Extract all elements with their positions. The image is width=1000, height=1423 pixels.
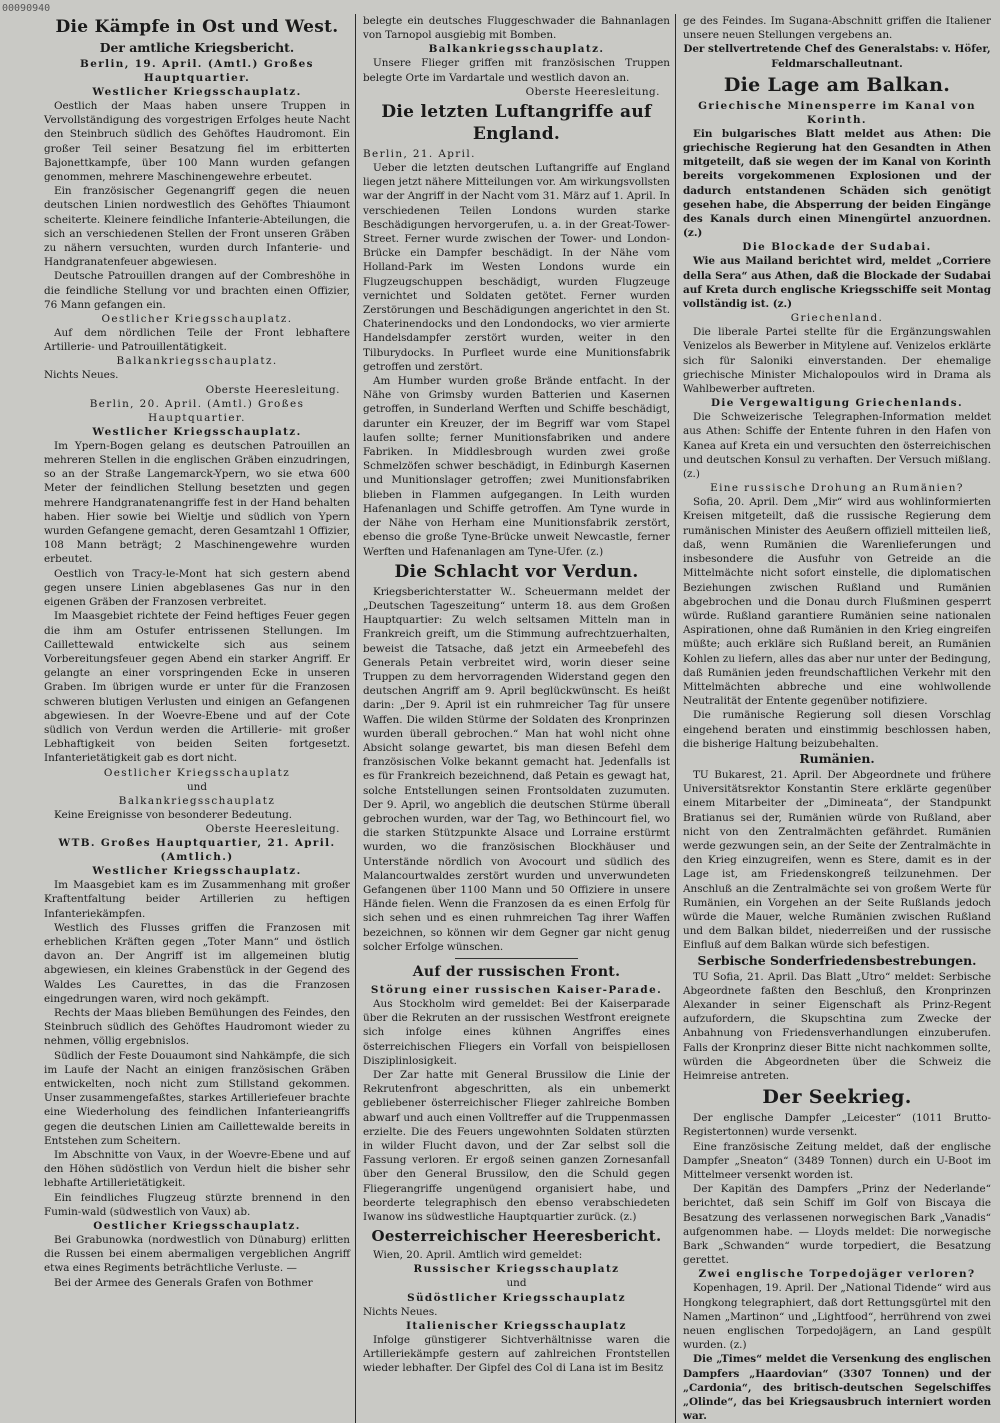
section-heading: Italienischer Kriegsschauplatz — [406, 1319, 627, 1332]
paragraph: Deutsche Patrouillen drangen auf der Combreshöhe in die feindliche Stellung vor und brachten einen Offizier, 76 Mann gefangen ein. — [44, 270, 350, 311]
paragraph: ge des Feindes. Im Sugana-Abschnitt griffen die Italiener unsere neuen Stellungen vergebens an. — [683, 15, 991, 42]
section-heading: Oestlicher Kriegsschauplatz. — [93, 1220, 301, 1233]
article-title: Die letzten Luftangriffe auf England. — [381, 102, 652, 145]
paragraph: Kriegsberichterstatter W.. Scheuermann meldet der „Deutschen Tageszeitung“ unterm 18. aus dem Großen Hauptquartier: Zu welch seltsamen Mitteln man in Frankreich greift, um die Stimmung aufrechtzuerhalten, beweist die Tatsache, daß jetzt ein Armeebefehl des Generals Petain verbreitet wird, worin dieser seine Truppen zu dem hervorragenden Widerstand gegen den deutschen Angriff am 9. April beglückwünscht. Es heißt darin: „Der 9. April ist ein ruhmreicher Tag für unsere Waffen. Die wilden Stürme der Soldaten des Kronprinzen wurden überall gebrochen.“ Man hat wohl nicht ohne Absicht solange gewartet, bis man diesen Befehl dem französischen Volke bekannt gemacht hat. Jedenfalls ist es für Frankreich bezeichnend, daß Petain es gewagt hat, solche Entstellungen seinen Frontsoldaten zuzumuten. Der 9. April, wo angeblich die deutschen Stürme überall gebrochen wurden, war der Tag, wo Bethincourt fiel, wo die starken Stützpunkte Alsace und Lorraine erstürmt wurden, wo die französischen Blockhäuser und Unterstände nördlich von Avocourt und südlich des Malancourtwaldes zerstört wurden und unverwundeten Gefangenen über 1100 Mann und 50 Offiziere in unsere Hände fielen. Wenn die Franzosen da es einen Erfolg für sich sehen und es einen ruhmreichen Tag ihrer Waffen bezeichnen, so können wir dem Gegner gar nicht genug solcher Erfolge wünschen. — [363, 585, 670, 953]
article-title: Die Lage am Balkan. — [723, 73, 951, 96]
section-heading: Balkankriegsschauplatz. — [428, 43, 605, 56]
conjunction: und — [506, 1277, 527, 1290]
divider — [455, 958, 578, 959]
dateline: Berlin, 19. April. (Amtl.) Großes Hauptquartier. — [80, 58, 314, 84]
paragraph: Die liberale Partei stellte für die Ergänzungswahlen Venizelos als Bewerber in Mitylene auf. Venizelos erklärte sich für Saloniki einverstanden. Der ehemalige griechische Minister Michalopoulos wird in Drama als Wahlbewerber auftreten. — [683, 326, 991, 396]
column-3 — [675, 14, 996, 1423]
article-title: Die Kämpfe in Ost und West. — [55, 17, 339, 37]
signature: Oberste Heeresleitung. — [205, 822, 340, 835]
section-heading: Balkankriegsschauplatz — [118, 794, 276, 807]
conjunction: und — [186, 780, 208, 793]
paragraph: Der Kapitän des Dampfers „Prinz der Nederlande“ berichtet, daß sein Schiff im Golf von Biscaya die Besatzung des verlassenen norwegischen Bark „Vanadis“ aufgenommen habe. — Lloyds meldet: Die norwegische Bark „Schwanden“ wurde torpediert, die Besatzung gerettet. — [683, 1183, 991, 1267]
paragraph: Infolge günstigerer Sichtverhältnisse waren die Artilleriekämpfe gestern auf zahlreichen Frontstellen wieder lebhafter. Der Gipfel des Col di Lana ist im Besitz — [363, 1333, 670, 1375]
paragraph: Auf dem nördlichen Teile der Front lebhaftere Artillerie- und Patrouillentätigkeit. — [44, 327, 350, 354]
paragraph: Rechts der Maas blieben Bemühungen des Feindes, den Steinbruch südlich des Gehöftes Haudromont wieder zu nehmen, völlig ergebnislos. — [44, 1006, 350, 1048]
article-title: Die Schlacht vor Verdun. — [394, 561, 639, 582]
column-2 — [355, 14, 675, 1423]
archive-page-id: 00090940 — [2, 3, 51, 14]
paragraph: Unsere Flieger griffen mit französischen Truppen belegte Orte im Vardartale und westlich davon an. — [363, 57, 670, 84]
newspaper-page — [44, 14, 996, 1423]
paragraph: Sofia, 20. April. Dem „Mir“ wird aus wohlinformierten Kreisen mitgeteilt, daß die russische Regierung dem rumänischen Minister des Aeußern offiziell mitteilen ließ, daß, wenn Rumänien die Warenlieferungen und insbesondere die Ausfuhr von Getreide an die Mittelmächte nicht sofort einstelle, die diplomatischen Beziehungen zwischen Rußland und Rumänien abgebrochen und die Donau durch Flußminen gesperrt würde. Rußland garantiere Rumänien seine nationalen Aspirationen, ohne daß Rumänien in den Krieg eingreifen müßte; auch erkläre sich Rußland bereit, an Rumänien Kohlen zu liefern, alles das aber nur unter der Bedingung, daß Rumänien jeden freundschaftlichen Verkehr mit den Mittelmächten abbreche und eine wohlwollende Neutralität der Entente gegenüber notifiziere. — [683, 496, 991, 708]
article-title: Auf der russischen Front. — [412, 963, 621, 980]
paragraph: Wien, 20. April. Amtlich wird gemeldet: — [373, 1249, 583, 1262]
section-heading: Südöstlicher Kriegsschauplatz — [407, 1291, 626, 1304]
paragraph: Wie aus Mailand berichtet wird, meldet „Corriere della Sera“ aus Athen, daß die Blockade der Sudabai auf Kreta durch englische Kriegsschiffe seit Montag vollständig ist. (z.) — [683, 255, 991, 311]
column-1 — [44, 14, 355, 1423]
paragraph: Eine französische Zeitung meldet, daß der englische Dampfer „Sneaton“ (3489 Tonnen) durch ein U-Boot im Mittelmeer versenkt worden ist. — [683, 1140, 991, 1182]
paragraph: Die rumänische Regierung soll diesen Vorschlag eingehend beraten und einstimmig beschlossen haben, die bisherige Haltung beizubehalten. — [683, 709, 991, 750]
section-heading: Westlicher Kriegsschauplatz. — [92, 865, 302, 878]
article-subtitle: Der amtliche Kriegsbericht. — [99, 40, 295, 55]
paragraph: Bei Grabunowka (nordwestlich von Dünaburg) erlitten die Russen bei einem abermaligen vergeblichen Angriff etwa eines Regiments beträchtliche Verluste. — — [44, 1234, 350, 1275]
paragraph: Oestlich der Maas haben unsere Truppen in Vervollständigung des vorgestrigen Erfolges heute Nacht den Steinbruch südlich des Gehöftes Haudromont. Ein großer Teil seiner Besatzung fiel im erbitterten Bajonettkampfe, über 100 Mann wurden gefangen genommen, mehrere Maschinengewehre erbeutet. — [44, 100, 350, 184]
subheading: Die Blockade der Sudabai. — [742, 241, 932, 254]
subheading: Zwei englische Torpedojäger verloren? — [698, 1268, 976, 1281]
paragraph: Ein französischer Gegenangriff gegen die neuen deutschen Linien nordwestlich des Gehöftes Thiaumont scheiterte. Kleinere feindliche Infanterie-Abteilungen, die sich an verschiedenen Stellen der Front unseren Gräben zu nähern versuchten, wurden durch Infanterie- und Handgranatenfeuer abgewiesen. — [44, 185, 350, 269]
paragraph: TU Bukarest, 21. April. Der Abgeordnete und frühere Universitätsrektor Konstantin Stere erklärte gegenüber einem Mitarbeiter der „Dimineata“, der Standpunkt Bratianus sei der, Rumänien würde von Rußland, aber nicht von den Zentralmächten gefährdet. Rumänien werde gezwungen sein, an der Seite der Zentralmächte in den Krieg einzugreifen, wenn es Stere, damit es in der Lage ist, am Friedenskongreß teilzunehmen. Der Anschluß an die Zentralmächte sei von großem Werte für Rumänien, ein Vorgehen an der Seite Rußlands jedoch würde die Mauer, welche Rumänien zwischen Rußland und dem Balkan bildet, niederreißen und der russische Einfluß auf dem Balkan würde sich befestigen. — [683, 768, 991, 952]
section-heading: Serbische Sonderfriedensbestrebungen. — [697, 952, 977, 968]
section-heading: Westlicher Kriegsschauplatz. — [92, 86, 302, 98]
article-title: Der Seekrieg. — [762, 1086, 912, 1109]
subheading: Griechische Minensperre im Kanal von Korinth. — [698, 99, 976, 126]
signature: Oberste Heeresleitung. — [205, 383, 340, 396]
section-heading: Rumänien. — [799, 750, 875, 766]
dateline: Berlin, 21. April. — [363, 148, 476, 161]
signature: Der stellvertretende Chef des Generalstabs: v. Höfer, Feldmarschalleutnant. — [683, 43, 991, 70]
dateline: WTB. Großes Hauptquartier, 21. April. (Amtlich.) — [58, 837, 336, 864]
paragraph: Ein feindliches Flugzeug stürzte brennend in den Fumin-wald (südwestlich von Vaux) ab. — [44, 1191, 350, 1218]
subheading: Die Vergewaltigung Griechenlands. — [710, 397, 963, 410]
signature: Oberste Heeresleitung. — [525, 85, 660, 98]
subheading: Störung einer russischen Kaiser-Parade. — [370, 983, 663, 996]
paragraph: Im Abschnitte von Vaux, in der Woevre-Ebene und auf den Höhen südöstlich von Verdun hielt die bisher sehr lebhafte Artillerietätigkeit. — [44, 1149, 350, 1190]
section-heading: Oestlicher Kriegsschauplatz — [103, 766, 291, 779]
paragraph: Bei der Armee des Generals Grafen von Bothmer — [54, 1276, 313, 1289]
paragraph: Aus Stockholm wird gemeldet: Bei der Kaiserparade über die Rekruten an der russischen Westfront ereignete sich infolge eines kühnen Angriffes eines österreichischen Fliegers ein Vorfall von beispiellosen Disziplinlosigkeit. — [363, 997, 670, 1067]
paragraph: Im Ypern-Bogen gelang es deutschen Patrouillen an mehreren Stellen in die englischen Gräben einzudringen, so an der Straße Langemarck-Ypern, wo sie etwa 600 Meter der feindlichen Stellung besetzten und gegen mehrere Handgranatenangriffe fest in der Hand behalten haben. Hier sowie bei Wieltje und südlich von Ypern wurden Gefangene gemacht, deren Gesamtzahl 1 Offizier, 108 Mann beträgt; 2 Maschinengewehre wurden erbeutet. — [44, 439, 350, 566]
paragraph: Oestlich von Tracy-le-Mont hat sich gestern abend gegen unsere Linien abgeblasenes Gas nur in den eigenen Gräben der Franzosen verbreitet. — [44, 567, 350, 609]
paragraph: Im Maasgebiet kam es im Zusammenhang mit großer Kraftentfaltung beider Artillerien zu heftigen Infanteriekämpfen. — [44, 879, 350, 920]
paragraph: Am Humber wurden große Brände entfacht. In der Nähe von Grimsby wurden Batterien und Kasernen getroffen, in Sunderland Werften und Schiffe beschädigt, darunter ein Kreuzer, der im Begriff war vom Stapel laufen sollte; ferner Munitionsfabriken und andere Fabriken. In Middlesbrough wurden zwei große Schmelzöfen schwer beschädigt, in Edinburgh Kasernen und Munitionslager getroffen; zwei Munitionsfabriken blieben in Flammen aufgegangen. In Leith wurden Hafenanlagen und Schiffe getroffen. Am Tyne wurde in der Nähe von Herham eine Munitionsfabrik zerstört, ebenso die große Tyne-Brücke unweit Newcastle, ferner Werften und Hafenanlagen am Tyne-Ufer. (z.) — [363, 375, 670, 558]
section-heading: Balkankriegsschauplatz. — [116, 355, 278, 368]
section-heading: Westlicher Kriegsschauplatz. — [92, 425, 302, 438]
article-title: Oesterreichischer Heeresbericht. — [371, 1227, 662, 1246]
subheading: Eine russische Drohung an Rumänien? — [710, 482, 964, 495]
paragraph: Kopenhagen, 19. April. Der „National Tidende“ wird aus Hongkong telegraphiert, daß dort Rettungsgürtel mit den Namen „Martinon“ und „Lightfood“, herrührend von zwei neuen englischen Torpedojägern, an Land gespült wurden. (z.) — [683, 1282, 991, 1352]
paragraph: TU Sofia, 21. April. Das Blatt „Utro“ meldet: Serbische Abgeordnete faßten den Beschluß, den Kronprinzen Alexander in seiner Eigenschaft als Prinz-Regent aufzufordern, die Skupschtina zum Zwecke der Anbahnung von Friedensverhandlungen einzuberufen. Falls der Kronprinz dieser Bitte nicht nachkommen sollte, würden die Abgeordneten über die Schweiz die Heimreise antreten. — [683, 970, 991, 1082]
paragraph: Im Maasgebiet richtete der Feind heftiges Feuer gegen die ihm am Ostufer entrissenen Stellungen. Im Caillettewald entwickelte sich aus seinem Vorbereitungsfeuer gegen Abend ein starker Angriff. Er gelangte an einer vorspringenden Ecke in unseren Graben. Im übrigen wurde er unter für die Franzosen schweren blutigen Verlusten und einigen an Gefangenen abgewiesen. In der Woevre-Ebene und auf der Cote südlich von Verdun werden die Artillerie- mit großer Lebhaftigkeit von beiden Seiten fortgesetzt. Infanterietätigkeit gab es dort nicht. — [44, 610, 350, 765]
paragraph: Nichts Neues. — [363, 1305, 438, 1318]
paragraph: Keine Ereignisse von besonderer Bedeutung. — [54, 808, 293, 821]
paragraph: belegte ein deutsches Fluggeschwader die Bahnanlagen von Tarnopol ausgiebig mit Bomben. — [363, 15, 670, 42]
paragraph: Der englische Dampfer „Leicester“ (1011 Brutto-Registertonnen) wurde versenkt. — [683, 1112, 991, 1139]
section-heading: Griechenland. — [790, 312, 884, 325]
paragraph: Südlich der Feste Douaumont sind Nahkämpfe, die sich im Laufe der Nacht an einigen französischen Gräben entwickelten, noch nicht zum Stillstand gekommen. Unser zusammengefaßtes, starkes Artilleriefeuer brachte eine Wiederholung des feindlichen Infanterieangriffs gegen die deutschen Linien am Caillettewalde bereits in Entstehen zum Scheitern. — [44, 1049, 350, 1147]
paragraph: Westlich des Flusses griffen die Franzosen mit erheblichen Kräften gegen „Toter Mann“ und östlich davon an. Der Angriff ist im allgemeinen blutig abgewiesen, ein kleines Grabenstück in der Gegend des Waldes Les Caurettes, in das die Franzosen eingedrungen waren, wird noch gekämpft. — [44, 921, 350, 1005]
paragraph: Die „Times“ meldet die Versenkung des englischen Dampfers „Haardovian“ (3307 Tonnen) und der „Cardonia“, des britisch-deutschen Segelschiffes „Olinde“, das bei Kriegsausbruch interniert worden war. — [683, 1353, 991, 1423]
paragraph: Die Schweizerische Telegraphen-Information meldet aus Athen: Schiffe der Entente fuhren in den Hafen von Kanea auf Kreta ein und versuchten den österreichischen und deutschen Konsul zu verhaften. Der Versuch mißlang. (z.) — [683, 411, 991, 481]
dateline: Berlin, 20. April. (Amtl.) Großes Hauptquartier. — [89, 397, 305, 424]
paragraph: Ueber die letzten deutschen Luftangriffe auf England liegen jetzt nähere Mitteilungen vor. Am wirkungsvollsten war der Angriff in der Nacht vom 31. März auf 1. April. In verschiedenen Teilen Londons wurden starke Beschädigungen hervorgerufen, u. a. in der Great-Tower-Street. Ferner wurde zwischen der Tower- und London-Brücke ein Dampfer beschädigt. In der Nähe vom Holland-Park im Westen Londons wurde ein Flugzeugschuppen beschädigt, wurden Flugzeuge vernichtet und Soldaten getötet. Ferner wurden Zerstörungen und Beschädigungen angerichtet in den St. Chaterinendocks und den Londondocks, wo vier armierte Handelsdampfer zerstört wurden, weiter in den Tilburydocks. In Purfleet wurde eine Munitionsfabrik getroffen und zerstört. — [363, 162, 670, 373]
section-heading: Oestlicher Kriegsschauplatz. — [101, 313, 293, 326]
section-heading: Russischer Kriegsschauplatz — [413, 1263, 620, 1276]
paragraph: Nichts Neues. — [44, 369, 119, 382]
paragraph: Der Zar hatte mit General Brussilow die Linie der Rekrutenfront abgeschritten, als ein unbemerkt gebliebener österreichischer Flieger zahlreiche Bomben abwarf und auch einen Volltreffer auf die Truppenmassen erzielte. Die des Feuers ungewohnten Soldaten stürzten in wilder Flucht davon, und der Zar selbst soll die Fassung verloren. Er ergoß seinen ganzen Zornesanfall über den General Brussilow, den die Schuld gegen Fliegerangriffe ungenügend organisiert habe, und beorderte telegraphisch den ebenso verabschiedeten Iwanow ins südwestliche Hauptquartier zurück. (z.) — [363, 1069, 670, 1224]
paragraph: Ein bulgarisches Blatt meldet aus Athen: Die griechische Regierung hat den Gesandten in Athen mitgeteilt, daß sie wegen der im Kanal von Korinth bereits vorgekommenen Explosionen und der dadurch entstandenen Schäden sich genötigt gesehen habe, die Absperrung der beiden Eingänge des Kanals durch einen Minengürtel anzuordnen. (z.) — [683, 127, 991, 240]
